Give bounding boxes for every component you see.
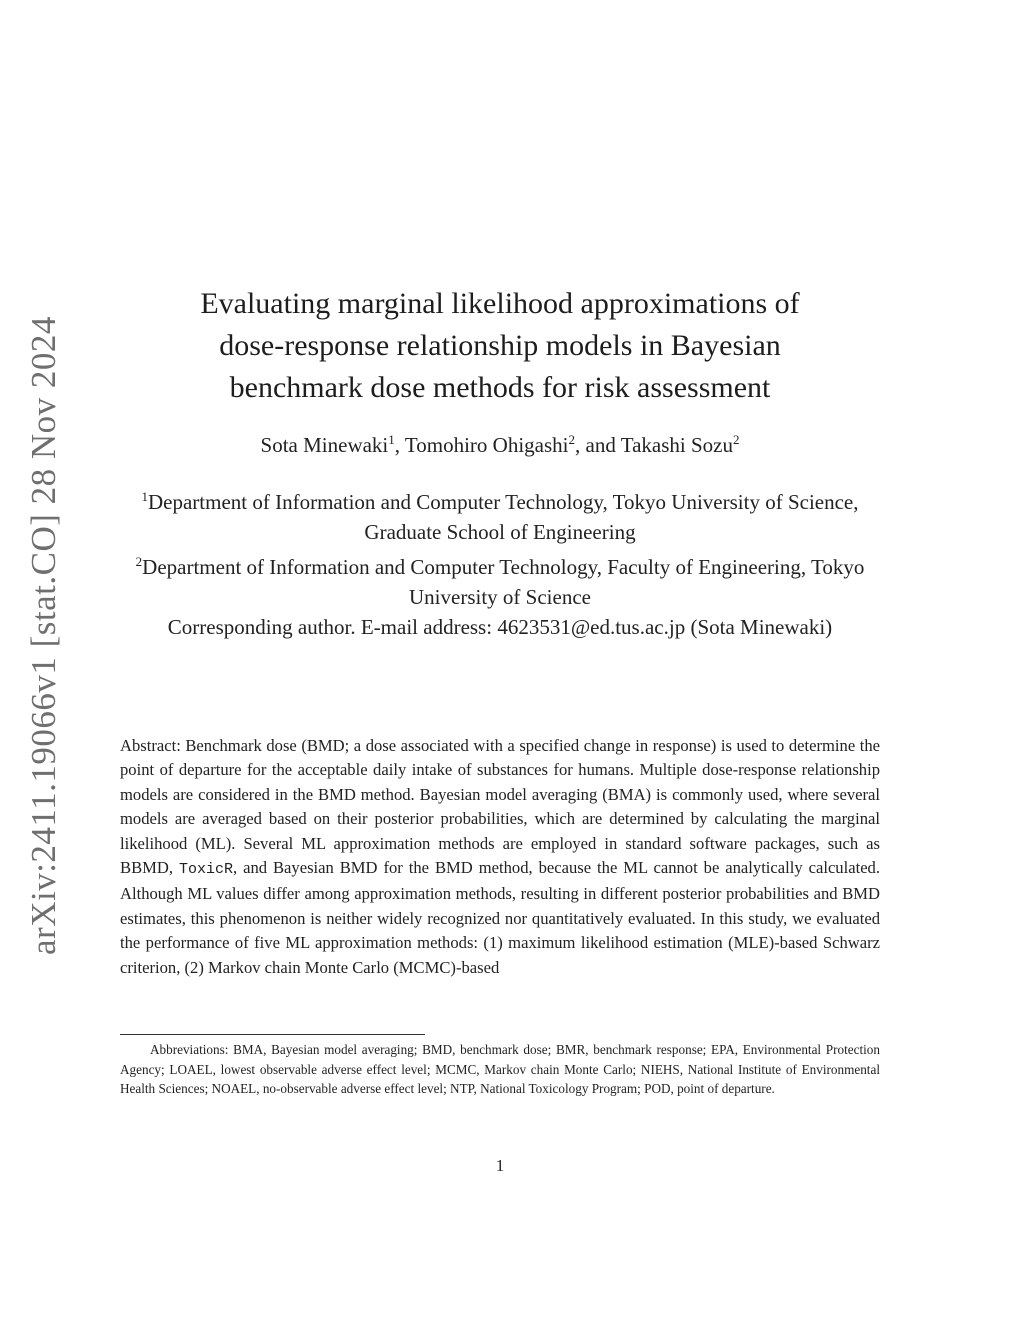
title-line: dose-response relationship models in Bayesian: [219, 329, 781, 362]
abstract-text: Abstract: Benchmark dose (BMD; a dose associated with a specified change in response) is used to determine the point of departure for the acceptable daily intake of substances for humans. Multiple dose-response relationship models are considered in the BMD method. Bayesian model averaging (BMA) is commonly used, where several models are averaged based on their posterior probabilities, which are determined by calculating the marginal likelihood (ML). Several ML approximation methods are employed in standard software packages, such as BBMD,: [120, 736, 880, 878]
arxiv-stamp-container: [24, 316, 64, 955]
title-line: Evaluating marginal likelihood approximations of: [200, 287, 800, 320]
author-name: Takashi Sozu: [620, 433, 733, 457]
abstract-code-term: ToxicR: [178, 861, 233, 879]
page-number: 1: [495, 1156, 505, 1175]
affiliation-mark: 1: [388, 432, 395, 447]
author-list: [130, 432, 870, 458]
title-line: benchmark dose methods for risk assessment: [229, 371, 771, 404]
affiliation-mark: 1: [141, 489, 148, 504]
affiliation-mark: 2: [732, 432, 740, 447]
affiliation-1: [115, 482, 885, 547]
abbreviations-footnote: Abbreviations: BMA, Bayesian model averaging; BMD, benchmark dose; BMR, benchmark response; EPA, Environmental Protection Agency; LOAEL, lowest observable adverse effect level; MCMC, Markov chain Monte Carlo; NIEHS, National Institute of Environmental Health Sciences; NOAEL, no-observable adverse effect level; NTP, National Toxicology Program; POD, point of departure.: [120, 1042, 880, 1096]
author-name: Sota Minewaki: [260, 433, 389, 457]
author-separator: ,: [394, 433, 405, 457]
author-name: Tomohiro Ohigashi: [404, 433, 569, 457]
abstract: [120, 734, 880, 980]
paper-title: [130, 283, 870, 409]
affiliation-mark: 2: [568, 432, 575, 447]
footnote-rule: [120, 1034, 425, 1035]
author-separator: , and: [575, 433, 621, 457]
affiliations-block: [115, 482, 885, 642]
affiliation-2: [115, 547, 885, 612]
affiliation-text: Department of Information and Computer Technology, Faculty of Engineering, Tokyo University of Science: [142, 555, 865, 609]
arxiv-identifier: arXiv:2411.19066v1 [stat.CO] 28 Nov 2024: [24, 316, 63, 955]
abstract-text: , and Bayesian BMD for the BMD method, because the ML cannot be analytically calculated. Although ML values differ among approximation methods, resulting in different posterior probabilities and BMD estimates, this phenomenon is neither widely recognized nor quantitatively evaluated. In this study, we evaluated the performance of five ML approximation methods: (1) maximum likelihood estimation (MLE)-based Schwarz criterion, (2) Markov chain Monte Carlo (MCMC)-based: [120, 858, 880, 977]
affiliation-mark: 2: [135, 554, 143, 569]
affiliation-text: Department of Information and Computer Technology, Tokyo University of Science, Graduate School of Engineering: [147, 490, 859, 544]
corresponding-author: Corresponding author. E-mail address: 4623531@ed.tus.ac.jp (Sota Minewaki): [167, 615, 833, 639]
